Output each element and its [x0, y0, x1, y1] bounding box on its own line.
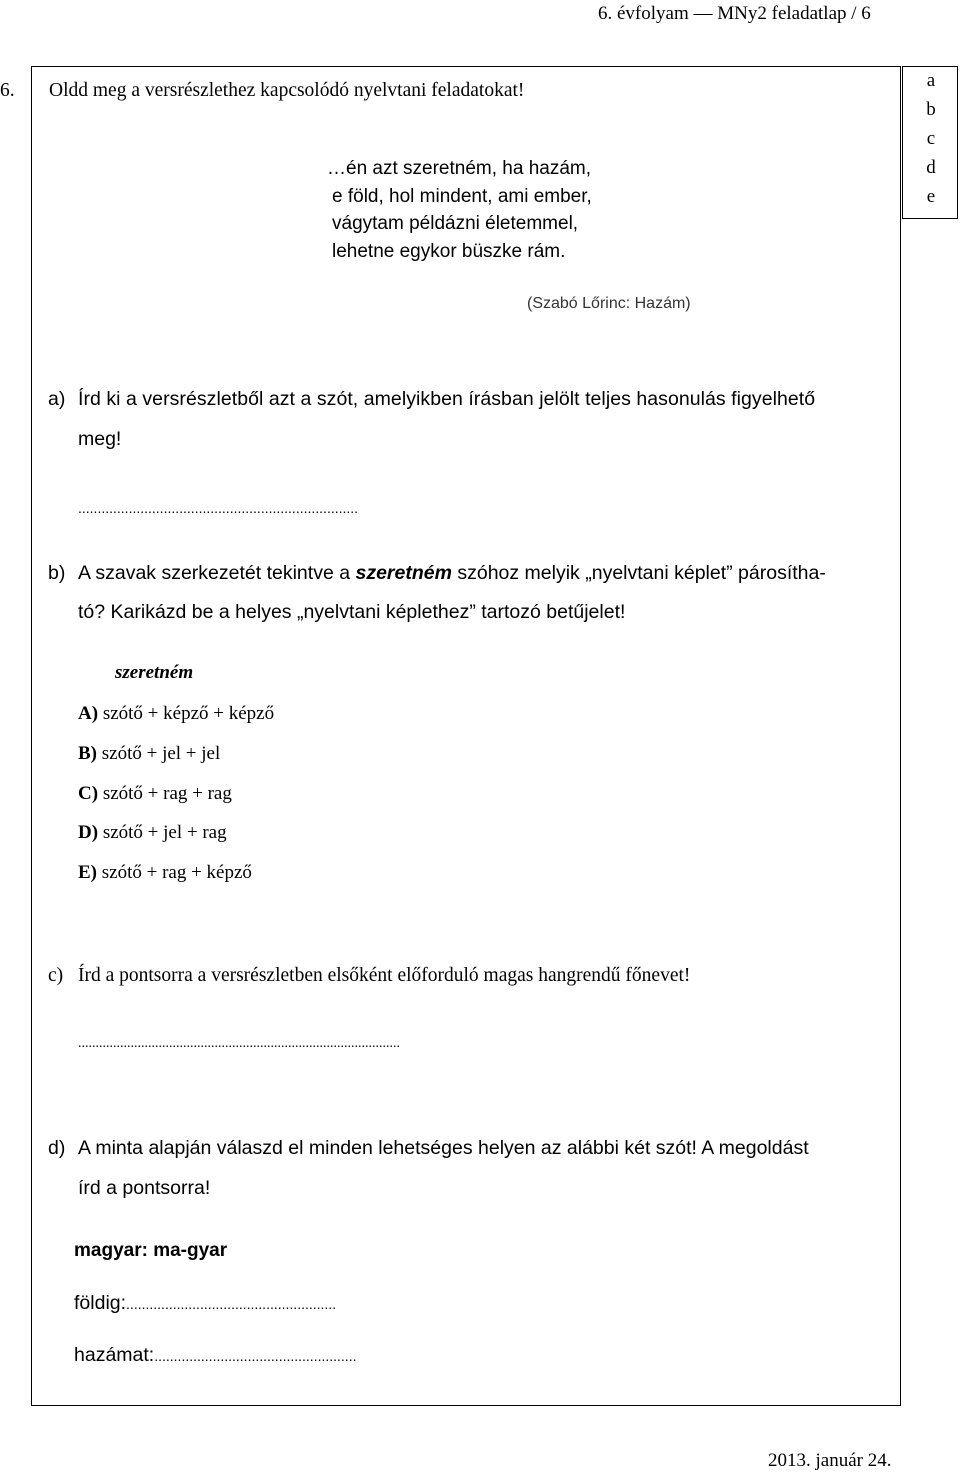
q-b-text-pre: A szavak szerkezetét tekintve a [78, 562, 356, 584]
poem-line-3: vágytam példázni életemmel, [332, 213, 579, 234]
q-a-letter: a) [48, 388, 66, 410]
score-letter-e: e [926, 186, 936, 207]
option-b-text: szótő + jel + jel [101, 743, 221, 764]
page-header: 6. évfolyam — MNy2 feladatlap / 6 [598, 3, 871, 24]
option-e[interactable] [78, 862, 252, 884]
q-d-item-1-answer[interactable]: ...................................................... [126, 1296, 337, 1312]
option-c-text: szótő + rag + rag [102, 783, 232, 804]
option-a-key: A) [78, 703, 99, 724]
q-a-text-1: Írd ki a versrészletből azt a szót, amelyikben írásban jelölt teljes hasonulás figyelhető [78, 388, 816, 410]
q-b-text-2: tó? Karikázd be a helyes „nyelvtani képlethez” tartozó betűjelet! [78, 601, 626, 623]
q-b-text-1 [78, 562, 826, 585]
q-d-letter: d) [48, 1137, 66, 1159]
option-e-text: szótő + rag + képző [101, 862, 252, 883]
score-box [902, 66, 958, 219]
q-d-item-2 [74, 1344, 356, 1367]
q-a-text-2: meg! [78, 428, 122, 450]
q-b-word: szeretném [115, 662, 194, 683]
option-d[interactable] [78, 822, 227, 844]
poem [327, 155, 592, 265]
poem-line-1: …én azt szeretném, ha hazám, [327, 158, 592, 179]
poem-line-2: e föld, hol mindent, ami ember, [332, 185, 592, 207]
score-letter-a: a [926, 70, 936, 91]
option-d-key: D) [78, 822, 99, 843]
score-letter-d: d [926, 157, 936, 178]
q-d-example: magyar: ma-gyar [74, 1240, 228, 1261]
option-a-text: szótő + képző + képző [102, 703, 275, 724]
q-a-answer-line[interactable]: ........................................................................ [78, 500, 359, 516]
task-number: 6. [0, 80, 15, 101]
poem-line-4: lehetne egykor büszke rám. [332, 240, 566, 262]
q-d-item-2-label: hazámat: [74, 1344, 155, 1366]
poem-citation: (Szabó Lőrinc: Hazám) [527, 295, 691, 312]
q-d-item-2-answer[interactable]: .................................................... [154, 1348, 357, 1364]
q-d-text-2: írd a pontsorra! [78, 1177, 211, 1199]
footer-date: 2013. január 24. [768, 1450, 892, 1471]
q-b-highlight-word: szeretném [355, 562, 452, 584]
q-d-item-1 [74, 1292, 336, 1315]
q-d-text-1: A minta alapján válaszd el minden lehetséges helyen az alábbi két szót! A megoldást [78, 1137, 809, 1159]
task-frame [31, 66, 901, 1406]
option-c-key: C) [78, 783, 99, 804]
q-c-text: Írd a pontsorra a versrészletben elsőként előforduló magas hangrendű főnevet! [78, 965, 691, 986]
option-d-text: szótő + jel + rag [102, 822, 227, 843]
score-letter-c: c [926, 128, 936, 149]
q-c-answer-line[interactable]: ............................................................................................ [78, 1036, 400, 1051]
q-c-letter: c) [48, 965, 64, 986]
option-a[interactable] [78, 703, 274, 725]
q-b-letter: b) [48, 562, 66, 584]
option-c[interactable] [78, 783, 232, 805]
task-instruction: Oldd meg a versrészlethez kapcsolódó nyelvtani feladatokat! [49, 80, 525, 101]
q-b-text-post: szóhoz melyik „nyelvtani képlet” párosítha- [451, 562, 826, 584]
score-letter-b: b [926, 99, 936, 120]
option-b-key: B) [78, 743, 97, 764]
option-e-key: E) [78, 862, 97, 883]
q-d-item-1-label: földig: [74, 1292, 127, 1314]
option-b[interactable] [78, 743, 220, 765]
